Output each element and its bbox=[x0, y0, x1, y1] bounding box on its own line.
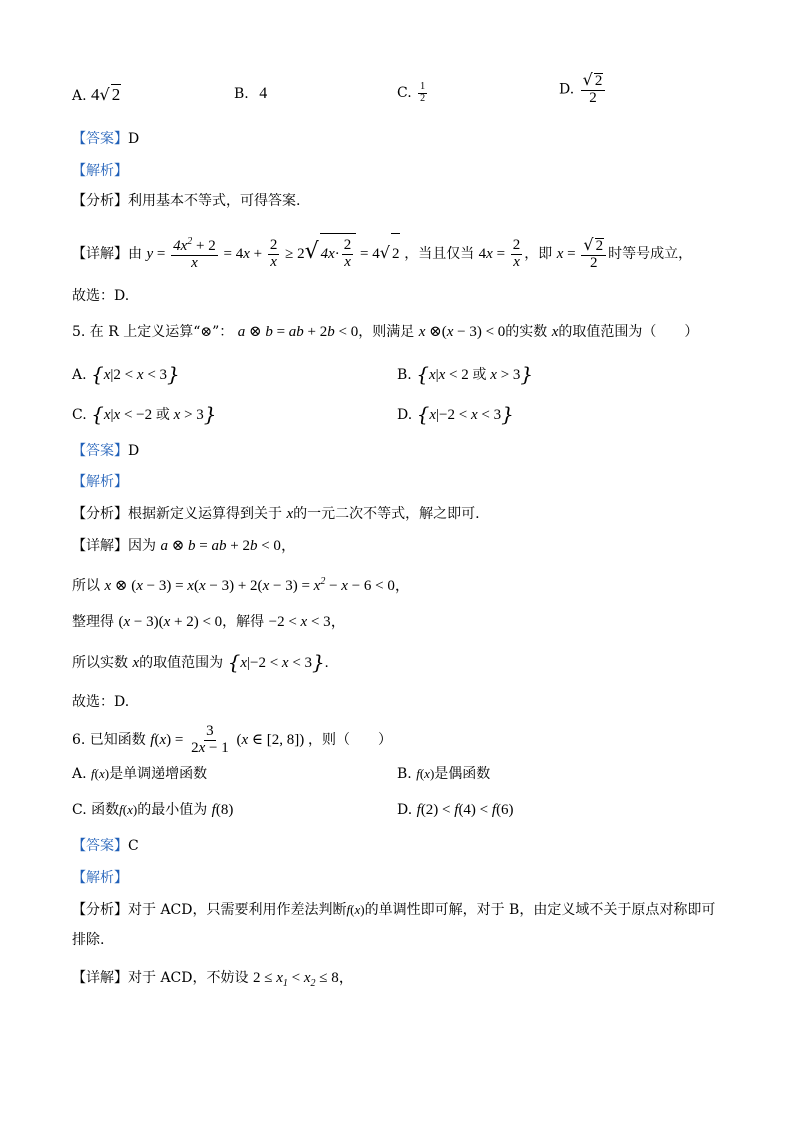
option-letter: C. bbox=[72, 802, 87, 818]
analysis-text: 利用基本不等式，可得答案. bbox=[128, 193, 301, 209]
option-letter: A. bbox=[72, 766, 87, 782]
q5-detail-line3: 整理得 (x − 3)(x + 2) < 0，解得 −2 < x < 3， bbox=[72, 614, 346, 630]
detail-text: ，即 bbox=[524, 246, 553, 262]
detail-text: 对于 ACD，不妨设 bbox=[128, 970, 249, 986]
option-math: f(8) bbox=[211, 802, 234, 818]
detail-var: x bbox=[132, 655, 140, 671]
q5-conclusion bbox=[72, 692, 129, 712]
detail-text: 时等号成立， bbox=[608, 246, 693, 262]
q4-analysis bbox=[72, 191, 300, 211]
analysis-tag: 【分析】 bbox=[72, 506, 128, 522]
q6-option-a bbox=[72, 764, 207, 784]
q4-conclusion bbox=[72, 286, 129, 306]
detail-formula: $2 \le x_1 < x_2 \le 8$ bbox=[252, 970, 339, 989]
or-word: 或 bbox=[155, 407, 170, 423]
jiexi-tag: 【解析】 bbox=[72, 870, 128, 886]
q5-detail-line4: 所以实数 x的取值范围为 {x|−2 < x < 3}. bbox=[72, 650, 329, 674]
option-letter: B. bbox=[397, 367, 412, 383]
stem-text: 5. 在 R 上定义运算“⊗”： bbox=[72, 324, 234, 340]
q6-option-c bbox=[72, 800, 233, 820]
q6-detail: 【详解】对于 ACD，不妨设 $2 \le x_1 < x_2 \le 8$， bbox=[72, 970, 354, 989]
stem-text: 的取值范围为（ ） bbox=[558, 324, 699, 340]
analysis-var: x bbox=[286, 506, 294, 522]
option-math: $\frac{1}{2}$ bbox=[420, 81, 426, 104]
q5-detail-line2: 所以 x ⊗ $(x - 3) = x(x - 3) + 2(x - 3) = x^2 - x - 6 < 0$， bbox=[72, 576, 410, 594]
detail-formula: y = $\frac{4x^2 + 2}{x}$ = 4x + $\frac{2}{x}$ ≥ 2√ 4x· $\frac{2}{x}$ = 4√ 2 bbox=[146, 246, 404, 262]
or-word: 或 bbox=[472, 367, 487, 383]
option-math: 4√ 2 bbox=[91, 85, 121, 104]
q6-option-b bbox=[397, 764, 490, 784]
detail-text: ，当且仅当 bbox=[404, 246, 475, 262]
q6-stem bbox=[72, 720, 392, 760]
stem-formula: a ⊗ b = ab + 2b < 0 bbox=[237, 324, 359, 340]
q4-option-c bbox=[397, 82, 429, 104]
option-text: 函数 bbox=[91, 802, 120, 818]
answer-tag: 【答案】 bbox=[72, 131, 128, 147]
option-fx: f(x) bbox=[416, 766, 435, 781]
option-letter: C. bbox=[397, 85, 412, 101]
detail-tag: 【详解】 bbox=[72, 538, 128, 554]
answer-value: C bbox=[128, 838, 139, 854]
option-letter: B. bbox=[397, 766, 412, 782]
option-fx: f(x) bbox=[119, 802, 138, 817]
q6-analysis-line2 bbox=[72, 930, 104, 950]
q5-detail: 【详解】因为 a ⊗ b = ab + 2b < 0， bbox=[72, 538, 296, 554]
detail-range: {x|−2 < x < 3} bbox=[227, 650, 325, 674]
q6-option-d bbox=[397, 800, 514, 820]
stem-text: ，则满足 bbox=[358, 324, 415, 340]
detail-x-value: x = $\frac{√ 2}{2}$ bbox=[557, 246, 608, 262]
analysis-text: 的一元二次不等式，解之即可. bbox=[293, 506, 480, 522]
q4-detail bbox=[72, 232, 692, 274]
answer-value: D bbox=[128, 443, 140, 459]
option-letter: D. bbox=[397, 407, 413, 423]
detail-formula: a ⊗ b = ab + 2b < 0 bbox=[160, 538, 281, 554]
answer-tag: 【答案】 bbox=[72, 443, 128, 459]
detail-text: 所以实数 bbox=[72, 655, 128, 671]
stem-condition: x ⊗(x − 3) < 0 bbox=[418, 324, 506, 340]
q5-option-a bbox=[72, 364, 180, 385]
conclusion-text: 故选：D. bbox=[72, 288, 130, 304]
detail-text: 所以 bbox=[72, 578, 100, 594]
stem-formula: f(x) = $\frac{3}{2x - 1}$ (x ∈ [2, 8]) bbox=[150, 723, 305, 757]
stem-var: x bbox=[551, 324, 559, 340]
detail-text: 的取值范围为 bbox=[139, 655, 224, 671]
analysis-text: 的单调性即可解，对于 B，由定义域不关于原点对称即可 bbox=[364, 902, 716, 918]
detail-text: ，解得 bbox=[222, 614, 265, 630]
option-math: $\frac{√ 2}{2}$ bbox=[581, 72, 606, 107]
conclusion-text: 故选：D. bbox=[72, 694, 130, 710]
detail-solution: −2 < x < 3 bbox=[268, 614, 331, 630]
analysis-text: 根据新定义运算得到关于 bbox=[128, 506, 282, 522]
option-math: {x|x < −2 或 x > 3} bbox=[91, 402, 217, 426]
stem-text: ，则（ ） bbox=[307, 732, 392, 748]
detail-tag: 【详解】 bbox=[72, 970, 128, 986]
option-text: 是偶函数 bbox=[434, 766, 491, 782]
detail-text: 整理得 bbox=[72, 614, 114, 630]
q5-stem bbox=[72, 322, 698, 342]
detail-text: 因为 bbox=[128, 538, 156, 554]
q5-answer bbox=[72, 441, 139, 461]
detail-equality: 4x = $\frac{2}{x}$ bbox=[478, 237, 521, 271]
detail-formula: x ⊗ $(x - 3) = x(x - 3) + 2(x - 3) = x^2 - x - 6 < 0$ bbox=[104, 576, 395, 594]
detail-tag: 【详解】 bbox=[72, 246, 128, 262]
q5-analysis bbox=[72, 504, 480, 524]
analysis-tag: 【分析】 bbox=[72, 193, 128, 209]
analysis-fx: f(x) bbox=[346, 902, 365, 917]
q4-jiexi bbox=[72, 161, 128, 181]
q4-option-a bbox=[72, 84, 121, 106]
option-letter: A. bbox=[72, 367, 87, 383]
option-letter: D. bbox=[397, 802, 413, 818]
q5-option-c bbox=[72, 404, 217, 425]
option-fx: f(x) bbox=[91, 766, 110, 781]
q6-analysis bbox=[72, 900, 715, 920]
q6-answer bbox=[72, 836, 139, 856]
option-letter: D. bbox=[559, 81, 575, 98]
option-math: {x|x < 2 或 x > 3} bbox=[416, 362, 534, 386]
q4-option-d bbox=[559, 72, 607, 107]
option-math: 4 bbox=[259, 85, 268, 102]
q5-jiexi bbox=[72, 472, 128, 492]
q5-option-b bbox=[397, 364, 533, 385]
answer-value: D bbox=[128, 131, 140, 147]
jiexi-tag: 【解析】 bbox=[72, 163, 128, 179]
option-text: 的最小值为 bbox=[137, 802, 208, 818]
detail-formula: (x − 3)(x + 2) < 0 bbox=[118, 614, 223, 630]
option-math: {x|2 < x < 3} bbox=[91, 362, 180, 386]
stem-text: 6. 已知函数 bbox=[72, 732, 146, 748]
q4-option-b bbox=[234, 84, 267, 104]
analysis-text: 对于 ACD，只需要利用作差法判断 bbox=[128, 902, 347, 918]
stem-text: 的实数 bbox=[505, 324, 548, 340]
option-letter: B. bbox=[234, 86, 249, 102]
q6-jiexi bbox=[72, 868, 128, 888]
option-letter: A. bbox=[72, 88, 87, 104]
analysis-text: 排除. bbox=[72, 932, 105, 948]
option-math: f(2) < f(4) < f(6) bbox=[416, 802, 514, 818]
answer-tag: 【答案】 bbox=[72, 838, 128, 854]
option-letter: C. bbox=[72, 407, 87, 423]
q5-option-d bbox=[397, 404, 514, 425]
analysis-tag: 【分析】 bbox=[72, 902, 128, 918]
detail-text: 由 bbox=[128, 246, 142, 262]
option-text: 是单调递增函数 bbox=[109, 766, 208, 782]
jiexi-tag: 【解析】 bbox=[72, 474, 128, 490]
q4-answer bbox=[72, 129, 139, 149]
option-math: {x|−2 < x < 3} bbox=[416, 402, 514, 426]
